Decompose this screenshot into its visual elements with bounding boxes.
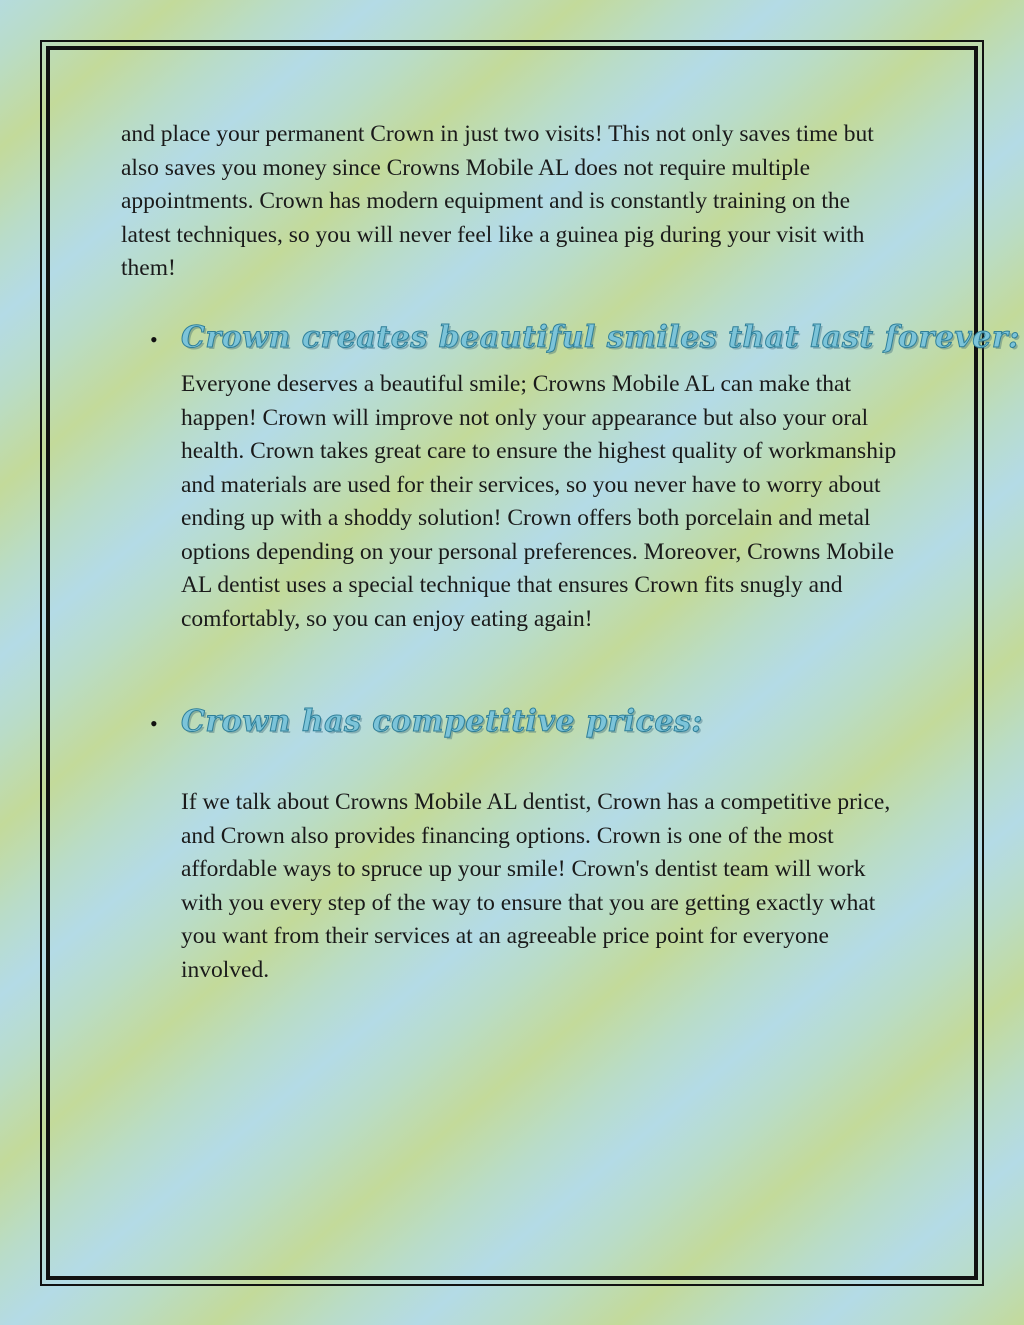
intro-paragraph: and place your permanent Crown in just two visits! This not only saves time but also saves you money since Crowns Mobile AL does not require multiple appointments. Crown has modern equipment and is constantly training on the latest techniques, so you will never feel like a guinea pig during your visit with them!	[121, 121, 874, 281]
section-heading-competitive-prices: Crown has competitive prices:	[181, 704, 703, 739]
bullet-icon: •	[150, 327, 158, 352]
section-paragraph-beautiful-smiles: Everyone deserves a beautiful smile; Crowns Mobile AL can make that happen! Crown will improve not only your appearance but also your oral health. Crown takes great care to ensure the highest quality of workmanship and materials are used for their services, so you never have to worry about ending up with a shoddy solution! Crown offers both porcelain and metal options depending on your personal preferences. Moreover, Crowns Mobile AL dentist uses a special technique that ensures Crown fits snugly and comfortably, so you can enjoy eating again!	[181, 371, 897, 632]
section-heading-beautiful-smiles: Crown creates beautiful smiles that last forever:	[181, 320, 1020, 355]
bullet-icon: •	[150, 711, 158, 736]
section-paragraph-competitive-prices: If we talk about Crowns Mobile AL dentist, Crown has a competitive price, and Crown also provides financing options. Crown is one of the most affordable ways to spruce up your smile! Crown's dentist team will work with you every step of the way to ensure that you are getting exactly what you want from their services at an agreeable price point for everyone involved.	[181, 789, 891, 983]
